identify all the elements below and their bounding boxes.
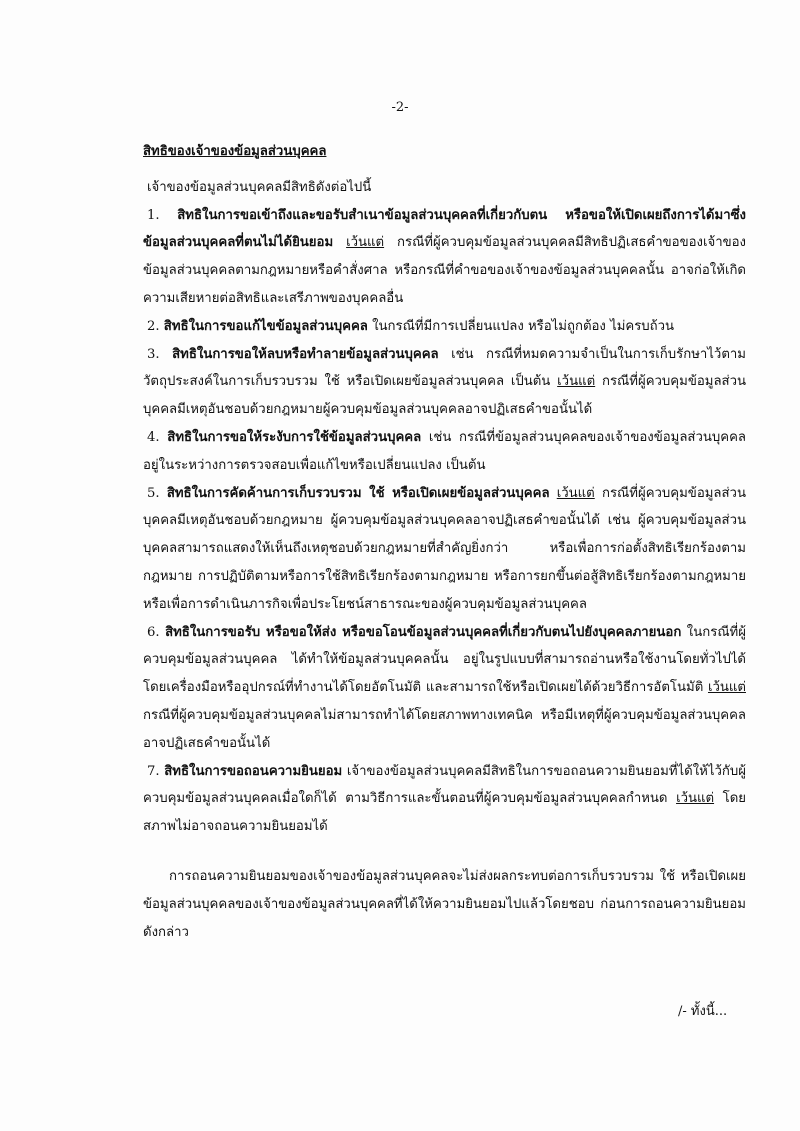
item-exception: เว้นแต่: [676, 791, 715, 807]
item-number: 1.: [147, 207, 160, 223]
item-number: 7.: [147, 763, 160, 779]
item-body: เช่น กรณีที่ข้อมูลส่วนบุคคลของเจ้าของข้อมูลส่วนบุคคลอยู่ในระหว่างการตรวจสอบเพื่อแก้ไขหรือเปลี่ยนแปลง เป็นต้น: [143, 429, 746, 473]
item-exception: เว้นแต่: [346, 235, 385, 251]
item-title: สิทธิในการขอให้ระงับการใช้ข้อมูลส่วนบุคคล: [167, 429, 422, 445]
item-number: 3.: [147, 346, 160, 362]
closing-paragraph: การถอนความยินยอมของเจ้าของข้อมูลส่วนบุคคลจะไม่ส่งผลกระทบต่อการเก็บรวบรวม ใช้ หรือเปิดเผยข้อมูลส่วนบุคคลของเจ้าของข้อมูลส่วนบุคคลที่ได้ให้ความยินยอมไปแล้วโดยชอบ ก่อนการถอนความยินยอมดังกล่าว: [143, 868, 746, 940]
item-exception: เว้นแต่: [707, 680, 746, 696]
right-item-7: [143, 758, 746, 841]
item-title: สิทธิในการขอเข้าถึงและขอรับสำเนาข้อมูลส่วนบุคคลที่เกี่ยวกับตน หรือขอให้เปิดเผยถึงการได้มาซึ่งข้อมูลส่วนบุคคลที่ตนไม่ได้ยินยอม: [143, 207, 746, 251]
item-title: สิทธิในการขอรับ หรือขอให้ส่ง หรือขอโอนข้อมูลส่วนบุคคลที่เกี่ยวกับตนไปยังบุคคลภายนอก: [165, 624, 682, 640]
item-body: กรณีที่ผู้ควบคุมข้อมูลส่วนบุคคลมีเหตุอันชอบด้วยกฎหมาย ผู้ควบคุมข้อมูลส่วนบุคคลอาจปฏิเสธคำขอนั้นได้ เช่น ผู้ควบคุมข้อมูลส่วนบุคคลสามารถแสดงให้เห็นถึงเหตุชอบด้วยกฎหมายที่สำคัญยิ่งกว่า หรือเพื่อการก่อตั้งสิทธิเรียกร้องตามกฎหมาย การปฏิบัติตามหรือการใช้สิทธิเรียกร้องตามกฎหมาย หรือการยกขึ้นต่อสู้สิทธิเรียกร้องตามกฎหมาย หรือเพื่อการดำเนินภารกิจเพื่อประโยชน์สาธารณะของผู้ควบคุมข้อมูลส่วนบุคคล: [143, 485, 746, 612]
right-item-2: [143, 313, 746, 341]
document-body: [143, 138, 746, 946]
item-title: สิทธิในการคัดค้านการเก็บรวบรวม ใช้ หรือเปิดเผยข้อมูลส่วนบุคคล: [166, 485, 550, 501]
continuation-marker: /- ทั้งนี้...: [678, 1004, 728, 1019]
section-heading: สิทธิของเจ้าของข้อมูลส่วนบุคคล: [143, 144, 327, 159]
item-body: เจ้าของข้อมูลส่วนบุคคลมีสิทธิในการขอถอนความยินยอมที่ได้ให้ไว้กับผู้ควบคุมข้อมูลส่วนบุคคลเมื่อใดก็ได้ ตามวิธีการและขั้นตอนที่ผู้ควบคุมข้อมูลส่วนบุคคลกำหนด: [143, 763, 746, 807]
intro-paragraph: เจ้าของข้อมูลส่วนบุคคลมีสิทธิดังต่อไปนี้: [147, 179, 372, 195]
item-body-continued: กรณีที่ผู้ควบคุมข้อมูลส่วนบุคคลไม่สามารถทำได้โดยสภาพทางเทคนิค หรือมีเหตุที่ผู้ควบคุมข้อมูลส่วนบุคคลอาจปฏิเสธคำขอนั้นได้: [143, 707, 746, 751]
right-item-6: [143, 619, 746, 758]
item-body-continued: โดยสภาพไม่อาจถอนความยินยอมได้: [143, 791, 746, 835]
item-exception: เว้นแต่: [557, 374, 596, 390]
item-number: 5.: [147, 485, 160, 501]
item-title: สิทธิในการขอให้ลบหรือทำลายข้อมูลส่วนบุคคล: [172, 346, 439, 362]
item-body: กรณีที่ผู้ควบคุมข้อมูลส่วนบุคคลมีสิทธิปฏิเสธคำขอของเจ้าของข้อมูลส่วนบุคคลตามกฎหมายหรือคำสั่งศาล หรือกรณีที่คำขอของเจ้าของข้อมูลส่วนบุคคลนั้น อาจก่อให้เกิดความเสียหายต่อสิทธิและเสรีภาพของบุคคลอื่น: [143, 235, 746, 306]
item-exception: เว้นแต่: [556, 485, 595, 501]
right-item-4: [143, 424, 746, 480]
right-item-5: [143, 480, 746, 619]
item-number: 6.: [147, 624, 160, 640]
item-number: 2.: [147, 318, 160, 334]
item-body: ในกรณีที่ผู้ควบคุมข้อมูลส่วนบุคคล ได้ทำให้ข้อมูลส่วนบุคคลนั้น อยู่ในรูปแบบที่สามารถอ่านหรือใช้งานโดยทั่วไปได้โดยเครื่องมือหรืออุปกรณ์ที่ทำงานได้โดยอัตโนมัติ และสามารถใช้หรือเปิดเผยได้ด้วยวิธีการอัตโนมัติ: [143, 624, 746, 696]
item-body: ในกรณีที่มีการเปลี่ยนแปลง หรือไม่ถูกต้อง ไม่ครบถ้วน: [372, 318, 675, 334]
page-number: -2-: [391, 100, 409, 115]
right-item-1: [143, 202, 746, 313]
item-body-continued: กรณีที่ผู้ควบคุมข้อมูลส่วนบุคคลมีเหตุอันชอบด้วยกฎหมายผู้ควบคุมข้อมูลส่วนบุคคลอาจปฏิเสธคำขอนั้นได้: [143, 374, 746, 418]
item-number: 4.: [147, 429, 160, 445]
item-title: สิทธิในการขอถอนความยินยอม: [164, 763, 343, 779]
right-item-3: [143, 341, 746, 424]
item-title: สิทธิในการขอแก้ไขข้อมูลส่วนบุคคล: [163, 318, 368, 334]
item-body: เช่น กรณีที่หมดความจำเป็นในการเก็บรักษาไว้ตามวัตถุประสงค์ในการเก็บรวบรวม ใช้ หรือเปิดเผยข้อมูลส่วนบุคคล เป็นต้น: [143, 346, 746, 390]
